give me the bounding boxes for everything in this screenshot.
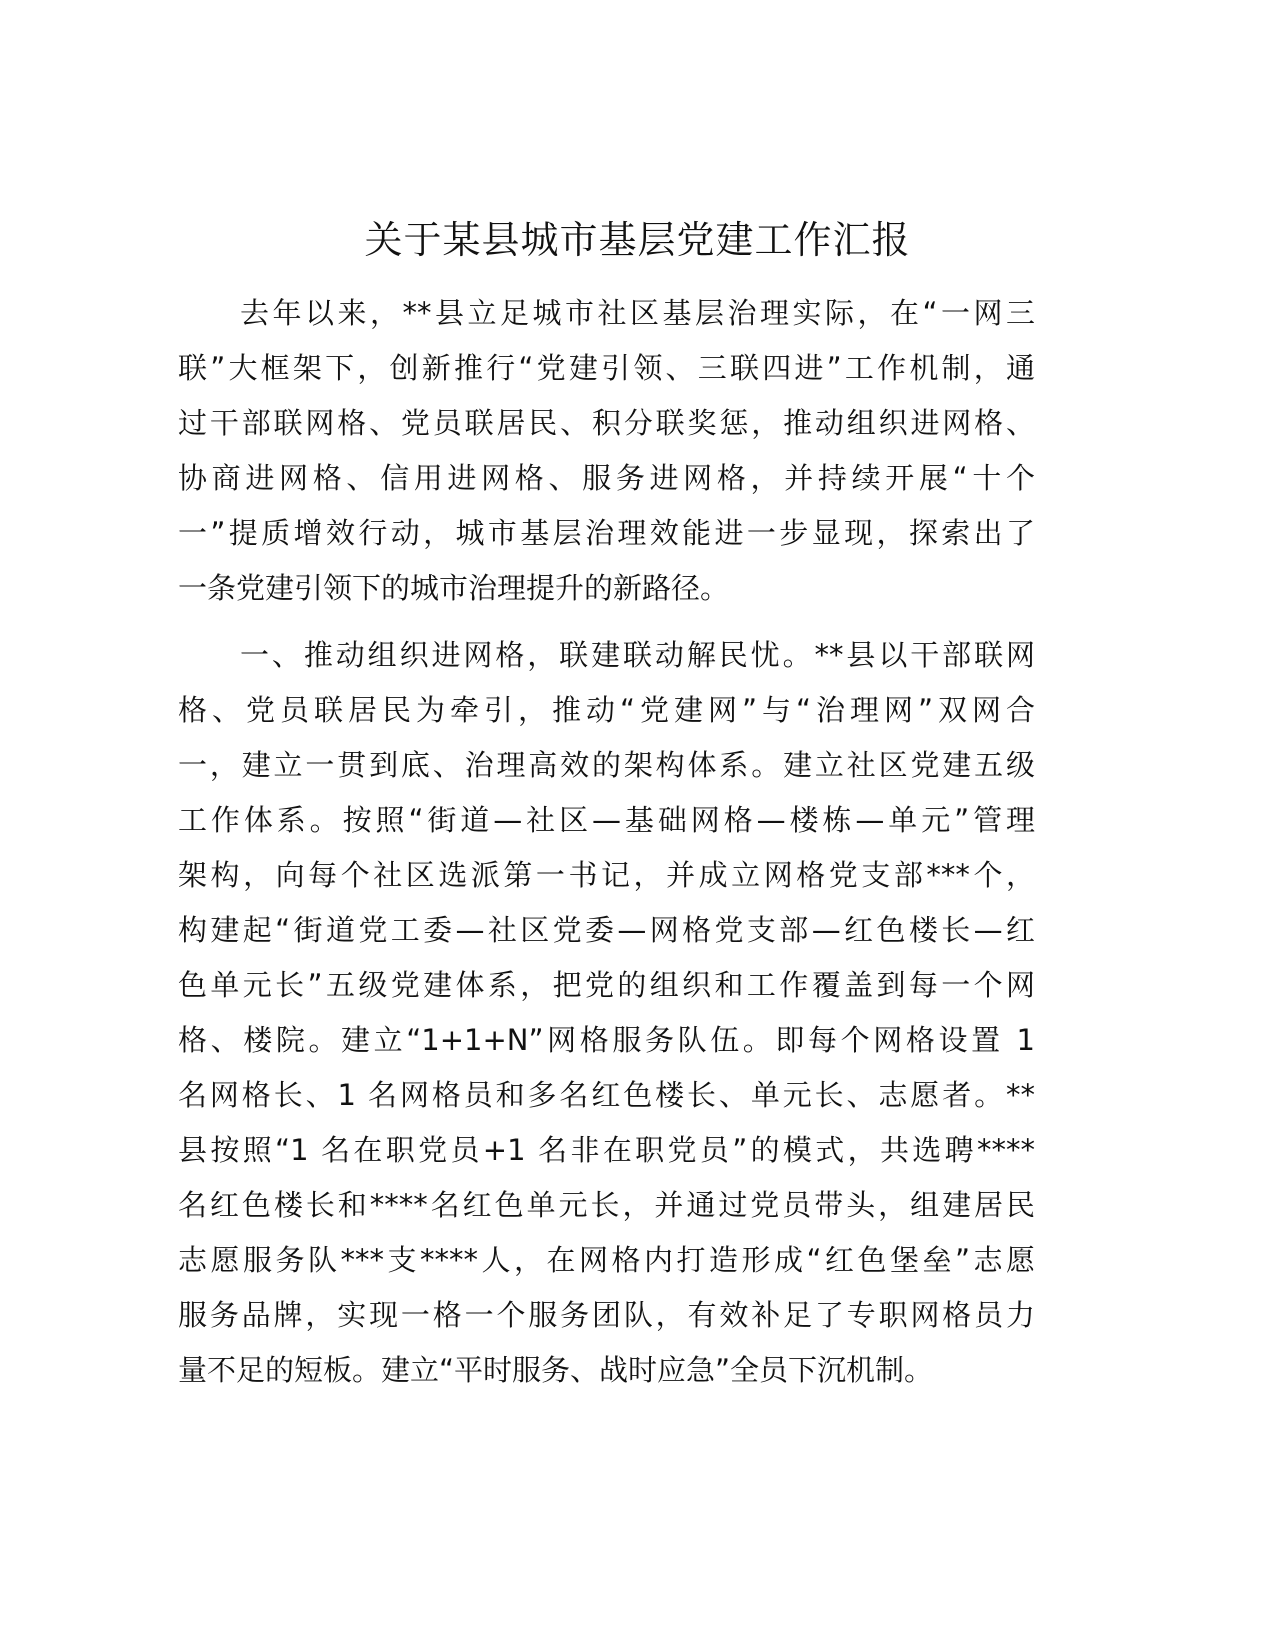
- text-line: 县按照“1 名在职党员+1 名非在职党员”的模式，共选聘****: [178, 1133, 1035, 1167]
- text-line: 一，建立一贯到底、治理高效的架构体系。建立社区党建五级: [178, 748, 1035, 782]
- text-line: 志愿服务队***支****人，在网格内打造形成“红色堡垒”志愿: [178, 1243, 1035, 1277]
- text-line: 色单元长”五级党建体系，把党的组织和工作覆盖到每一个网: [178, 968, 1035, 1002]
- text-line: 联”大框架下，创新推行“党建引领、三联四进”工作机制，通: [178, 351, 1035, 385]
- text-line: 格、楼院。建立“1+1+N”网格服务队伍。即每个网格设置 1: [178, 1023, 1035, 1057]
- text-line: 过干部联网格、党员联居民、积分联奖惩，推动组织进网格、: [178, 406, 1035, 440]
- text-line: 协商进网格、信用进网格、服务进网格，并持续开展“十个: [178, 461, 1035, 495]
- text-line: 量不足的短板。建立“平时服务、战时应急”全员下沉机制。: [178, 1353, 934, 1387]
- text-line: 服务品牌，实现一格一个服务团队，有效补足了专职网格员力: [178, 1298, 1035, 1332]
- text-line: 名红色楼长和****名红色单元长，并通过党员带头，组建居民: [178, 1188, 1035, 1222]
- text-line: 工作体系。按照“街道—社区—基础网格—楼栋—单元”管理: [178, 803, 1035, 837]
- text-line: 一、推动组织进网格，联建联动解民忧。**县以干部联网: [240, 638, 1035, 672]
- text-line: 名网格长、1 名网格员和多名红色楼长、单元长、志愿者。**: [178, 1078, 1035, 1112]
- text-line: 构建起“街道党工委—社区党委—网格党支部—红色楼长—红: [178, 913, 1035, 947]
- text-line: 架构，向每个社区选派第一书记，并成立网格党支部***个，: [178, 858, 1035, 892]
- text-line: 一条党建引领下的城市治理提升的新路径。: [178, 571, 730, 605]
- paragraph-section-one: [178, 628, 1035, 1398]
- text-line: 一”提质增效行动，城市基层治理效能进一步显现，探索出了: [178, 516, 1035, 550]
- document-title: 关于某县城市基层党建工作汇报: [364, 218, 911, 262]
- text-line: 去年以来，**县立足城市社区基层治理实际，在“一网三: [240, 296, 1035, 330]
- paragraph-intro: [178, 286, 1035, 616]
- text-line: 格、党员联居民为牵引，推动“党建网”与“治理网”双网合: [178, 693, 1035, 727]
